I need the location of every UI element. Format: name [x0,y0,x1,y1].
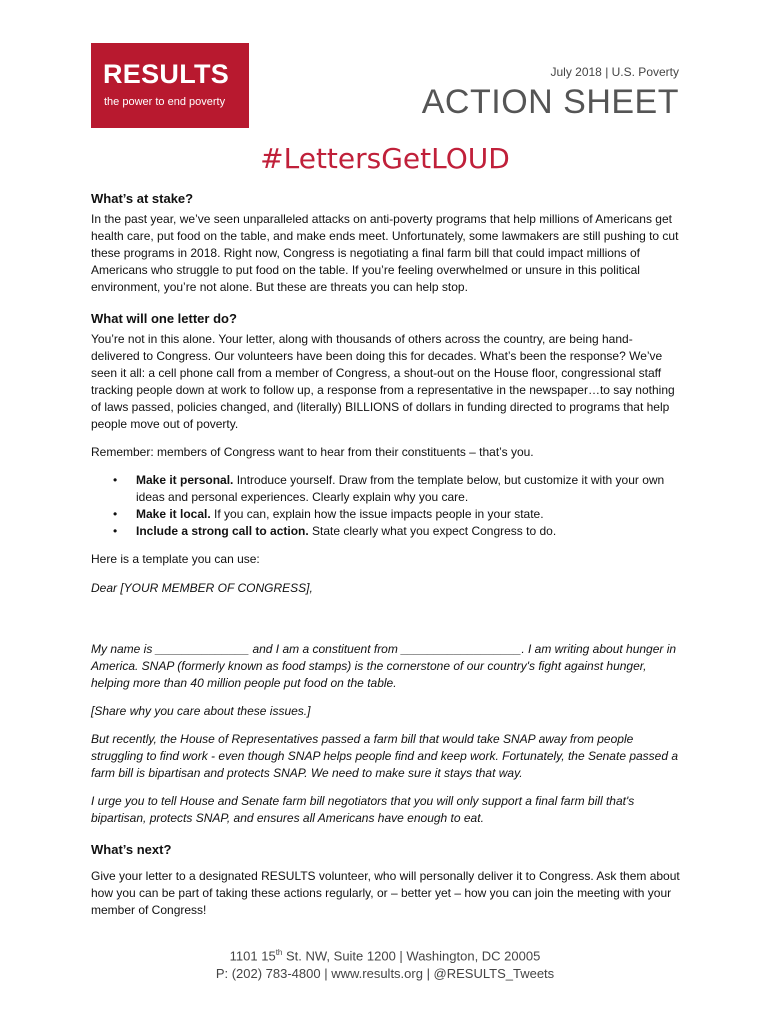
paragraph-remember: Remember: members of Congress want to hear from their constituents – that’s you. [91,445,534,459]
letter-paragraph-4: I urge you to tell House and Senate farm bill negotiators that you will only support a final farm bill that's bipartisan, protects SNAP, and ensures all Americans have enough to eat. [91,794,635,825]
footer [0,944,770,983]
list-item [91,472,681,506]
tip-text: If you can, explain how the issue impacts people in your state. [210,507,544,521]
paragraph-whats-next: Give your letter to a designated RESULTS volunteer, who will personally deliver it to Congress. Ask them about how you can be part of taking these actions regularly, or – better yet – how you can join the meeting with your member of Congress! [91,869,680,917]
tip-bold: Make it local. [136,507,211,521]
date-topic-line: July 2018 | U.S. Poverty [550,65,679,79]
letter-paragraph-1: My name is ______________ and I am a constituent from __________________. I am writing about hunger in America. SNAP (formerly known as food stamps) is the cornerstone of our country's fight against hunger, helping more than 40 million people put food on the table. [91,642,677,690]
paragraph-whats-at-stake: In the past year, we’ve seen unparalleled attacks on anti-poverty programs that help millions of Americans get health care, put food on the table, and make ends meet. Unfortunately, some lawmakers are still pushing to cut these programs in 2018. Right now, Congress is negotiating a final farm bill that could impact millions of Americans who struggle to put food on the table. If you’re feeling overwhelmed or unsure in this political environment, you’re not alone. But these are threats you can help stop. [91,212,679,294]
list-item [91,523,681,540]
logo-tagline: the power to end poverty [104,96,226,108]
footer-contact: P: (202) 783-4800 | www.results.org | @RESULTS_Tweets [215,966,555,982]
bullet-icon: • [113,507,118,521]
address-rest: St. NW, Suite 1200 | Washington, DC 20005 [282,948,541,964]
heading-whats-at-stake: What’s at stake? [91,191,194,206]
tip-text: Introduce yourself. Draw from the template below, but customize it with your own ideas and personal experiences. Clearly explain why you care. [136,473,665,504]
heading-whats-next: What’s next? [91,842,172,857]
letter-paragraph-2: [Share why you care about these issues.] [91,704,311,718]
page-title: ACTION SHEET [421,83,679,121]
heading-one-letter: What will one letter do? [91,311,237,326]
template-intro: Here is a template you can use: [91,552,260,566]
document-body [91,190,681,930]
tip-bold: Include a strong call to action. [136,524,309,538]
results-logo [91,43,249,128]
list-item [91,506,681,523]
logo-wordmark: RESULTS [103,59,230,89]
footer-address [0,944,770,965]
campaign-hashtag: #LettersGetLOUD [260,142,510,175]
address-ordinal: th [275,948,283,957]
paragraph-one-letter: You’re not in this alone. Your letter, along with thousands of others across the country, are being hand-delivered to Congress. Our volunteers have been doing this for decades. What’s been the response? We’ve seen it all: a cell phone call from a member of Congress, a shout-out on the House floor, congressional staff tracking people down at work to follow up, a response from a representative in the newspaper…to say nothing of laws passed, policies changed, and (literally) BILLIONS of dollars in funding directed to programs that help people move out of poverty. [91,332,675,431]
letter-salutation: Dear [YOUR MEMBER OF CONGRESS], [91,581,313,595]
address-number: 1101 15 [229,948,276,964]
letter-paragraph-3: But recently, the House of Representatives passed a farm bill that would take SNAP away from people struggling to find work - even though SNAP helps people find and keep work. Fortunately, the Senate passed a farm bill is bipartisan and protects SNAP. We need to make sure it stays that way. [91,732,679,780]
tip-text: State clearly what you expect Congress to do. [308,524,557,538]
bullet-icon: • [113,473,118,487]
tips-list [91,472,681,540]
bullet-icon: • [113,524,118,538]
tip-bold: Make it personal. [136,473,234,487]
